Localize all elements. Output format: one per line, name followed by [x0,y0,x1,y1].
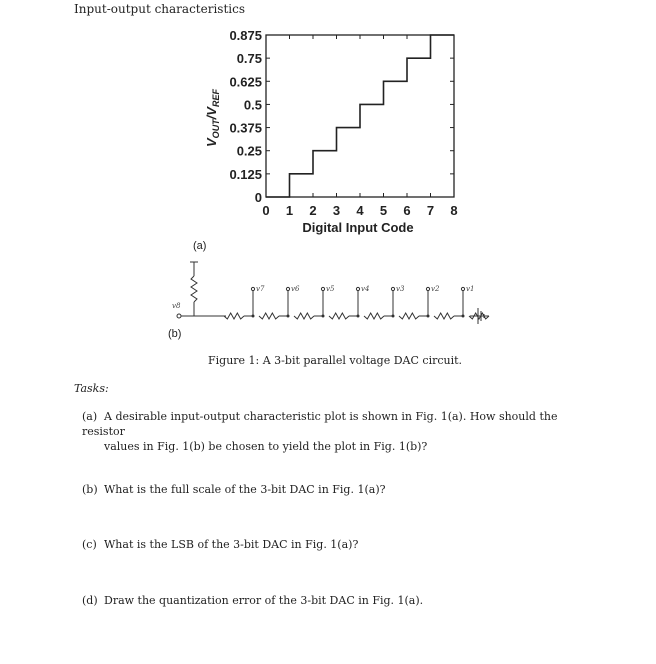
y-tick-label: 0.875 [229,28,262,43]
x-tick-label: 0 [262,203,270,218]
y-tick-label: 0.375 [229,120,262,136]
task-text: Draw the quantization error of the 3-bit DAC in Fig. 1(a). [104,594,424,607]
y-tick-label: 0.25 [236,143,262,159]
task-d [82,593,602,608]
tap-label: v6 [291,285,300,293]
tap-terminal [251,287,254,290]
x-tick-label: 7 [426,203,435,218]
ladder-resistor [434,313,454,319]
task-text: A desirable input-output characteristic plot is shown in Fig. 1(a). How should the resistor [82,410,558,438]
ladder-resistor [364,313,384,319]
step-series-line [266,35,454,197]
x-tick-labels [262,203,457,218]
resistor-ladder-circuit [177,262,489,324]
tap-label: v1 [466,285,475,293]
task-number: (b) [82,483,98,496]
resistor-vertical [191,276,197,302]
figure-label-a: (a) [193,240,207,252]
tap-terminal [391,287,394,290]
tap-terminal [356,287,359,290]
task-number: (a) [82,410,98,423]
input-terminal [177,314,181,318]
x-tick-label: 2 [309,203,317,218]
tap-terminal [286,287,289,290]
tasks-title: Tasks: [74,382,109,395]
y-tick-label: 0.625 [229,74,262,90]
tap-label: v7 [256,285,265,293]
task-number: (c) [82,538,97,551]
ladder-resistor [259,313,279,319]
x-tick-label: 4 [356,203,364,218]
tap-label: v4 [361,285,370,293]
y-tick-label: 0.125 [229,166,262,182]
task-text: What is the full scale of the 3-bit DAC in Fig. 1(a)? [104,483,386,496]
task-text: What is the LSB of the 3-bit DAC in Fig. 1(a)? [104,538,359,551]
tap-terminal [321,287,324,290]
tap-label: v3 [396,285,405,293]
tap-terminal [426,287,429,290]
x-axis-label: Digital Input Code [302,220,414,235]
task-number: (d) [82,594,98,607]
task-text-continued: values in Fig. 1(b) be chosen to yield the plot in Fig. 1(b)? [104,440,428,453]
y-axis-label: $V_{OUT}/V_{REF}$ [204,89,221,147]
task-c [82,537,602,552]
ladder-resistor [329,313,349,319]
tap-label: v5 [326,285,335,293]
y-tick-label: 0 [254,190,262,205]
task-a [82,409,602,454]
x-tick-label: 6 [403,203,411,218]
y-tick-label: 0.5 [243,97,262,113]
task-b [82,482,602,497]
x-tick-label: 3 [332,203,341,218]
figure-caption: Figure 1: A 3-bit parallel voltage DAC circuit. [208,354,463,367]
figure-label-b: (b) [168,328,182,340]
ladder-resistor [224,313,244,319]
x-tick-label: 8 [450,203,458,218]
x-tick-label: 1 [285,203,294,218]
y-tick-labels [229,28,262,205]
tap-terminal [461,287,464,290]
x-tick-label: 5 [379,203,388,218]
ladder-resistor [294,313,314,319]
input-label: v8 [172,302,181,310]
tap-label: v2 [431,285,440,293]
section-heading: Input-output characteristics [74,2,245,16]
y-tick-label: 0.75 [236,51,262,67]
ladder-resistor [399,313,419,319]
